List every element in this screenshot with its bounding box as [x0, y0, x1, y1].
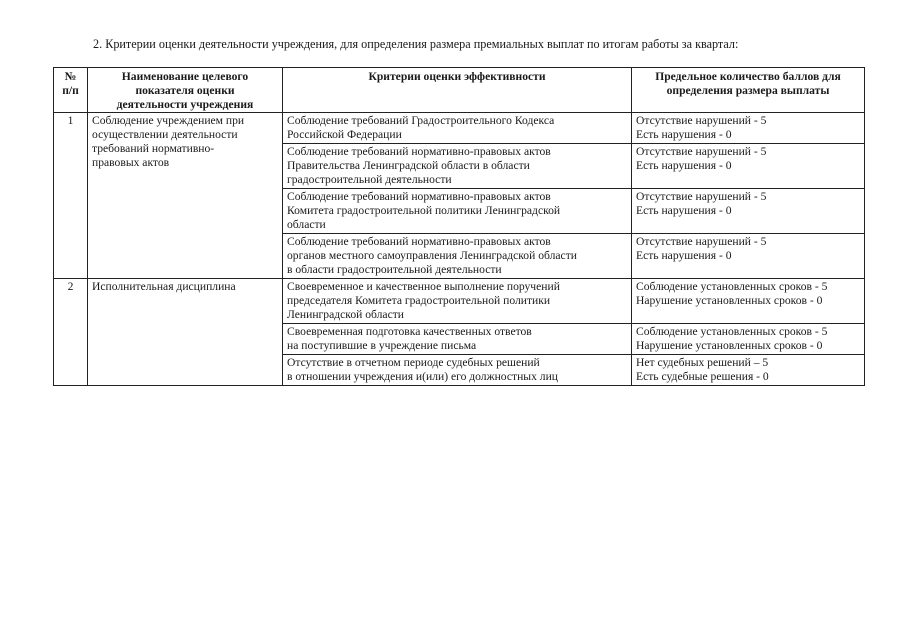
indicator-cell: Исполнительная дисциплина: [88, 279, 283, 386]
header-criteria: Критерии оценки эффективности: [283, 68, 632, 113]
points-cell: Соблюдение установленных сроков - 5 Нарушение установленных сроков - 0: [632, 279, 865, 324]
header-indicator: Наименование целевого показателя оценки деятельности учреждения: [88, 68, 283, 113]
row-number: 1: [54, 113, 88, 279]
section-heading: 2. Критерии оценки деятельности учреждения, для определения размера премиальных выплат по итогам работы за квартал:: [93, 37, 739, 51]
criteria-cell: Отсутствие в отчетном периоде судебных решений в отношении учреждения и(или) его должностных лиц: [283, 355, 632, 386]
table-row: [54, 279, 865, 324]
row-number: 2: [54, 279, 88, 386]
indicator-cell: Соблюдение учреждением при осуществлении деятельности требований нормативно- правовых актов: [88, 113, 283, 279]
points-cell: Отсутствие нарушений - 5 Есть нарушения - 0: [632, 144, 865, 189]
header-points: Предельное количество баллов для определения размера выплаты: [632, 68, 865, 113]
criteria-cell: Соблюдение требований нормативно-правовых актов Правительства Ленинградской области в области градостроительной деятельности: [283, 144, 632, 189]
points-cell: Отсутствие нарушений - 5 Есть нарушения - 0: [632, 234, 865, 279]
header-num: № п/п: [54, 68, 88, 113]
criteria-cell: Своевременная подготовка качественных ответов на поступившие в учреждение письма: [283, 324, 632, 355]
points-cell: Отсутствие нарушений - 5 Есть нарушения - 0: [632, 189, 865, 234]
criteria-table: [53, 67, 865, 386]
points-cell: Отсутствие нарушений - 5 Есть нарушения - 0: [632, 113, 865, 144]
criteria-cell: Своевременное и качественное выполнение поручений председателя Комитета градостроительной политики Ленинградской области: [283, 279, 632, 324]
points-cell: Соблюдение установленных сроков - 5 Нарушение установленных сроков - 0: [632, 324, 865, 355]
criteria-cell: Соблюдение требований Градостроительного Кодекса Российской Федерации: [283, 113, 632, 144]
points-cell: Нет судебных решений – 5 Есть судебные решения - 0: [632, 355, 865, 386]
table-row: [54, 113, 865, 144]
table-header-row: [54, 68, 865, 113]
criteria-cell: Соблюдение требований нормативно-правовых актов органов местного самоуправления Ленинградской области в области градостроительной деятельности: [283, 234, 632, 279]
criteria-cell: Соблюдение требований нормативно-правовых актов Комитета градостроительной политики Ленинградской области: [283, 189, 632, 234]
